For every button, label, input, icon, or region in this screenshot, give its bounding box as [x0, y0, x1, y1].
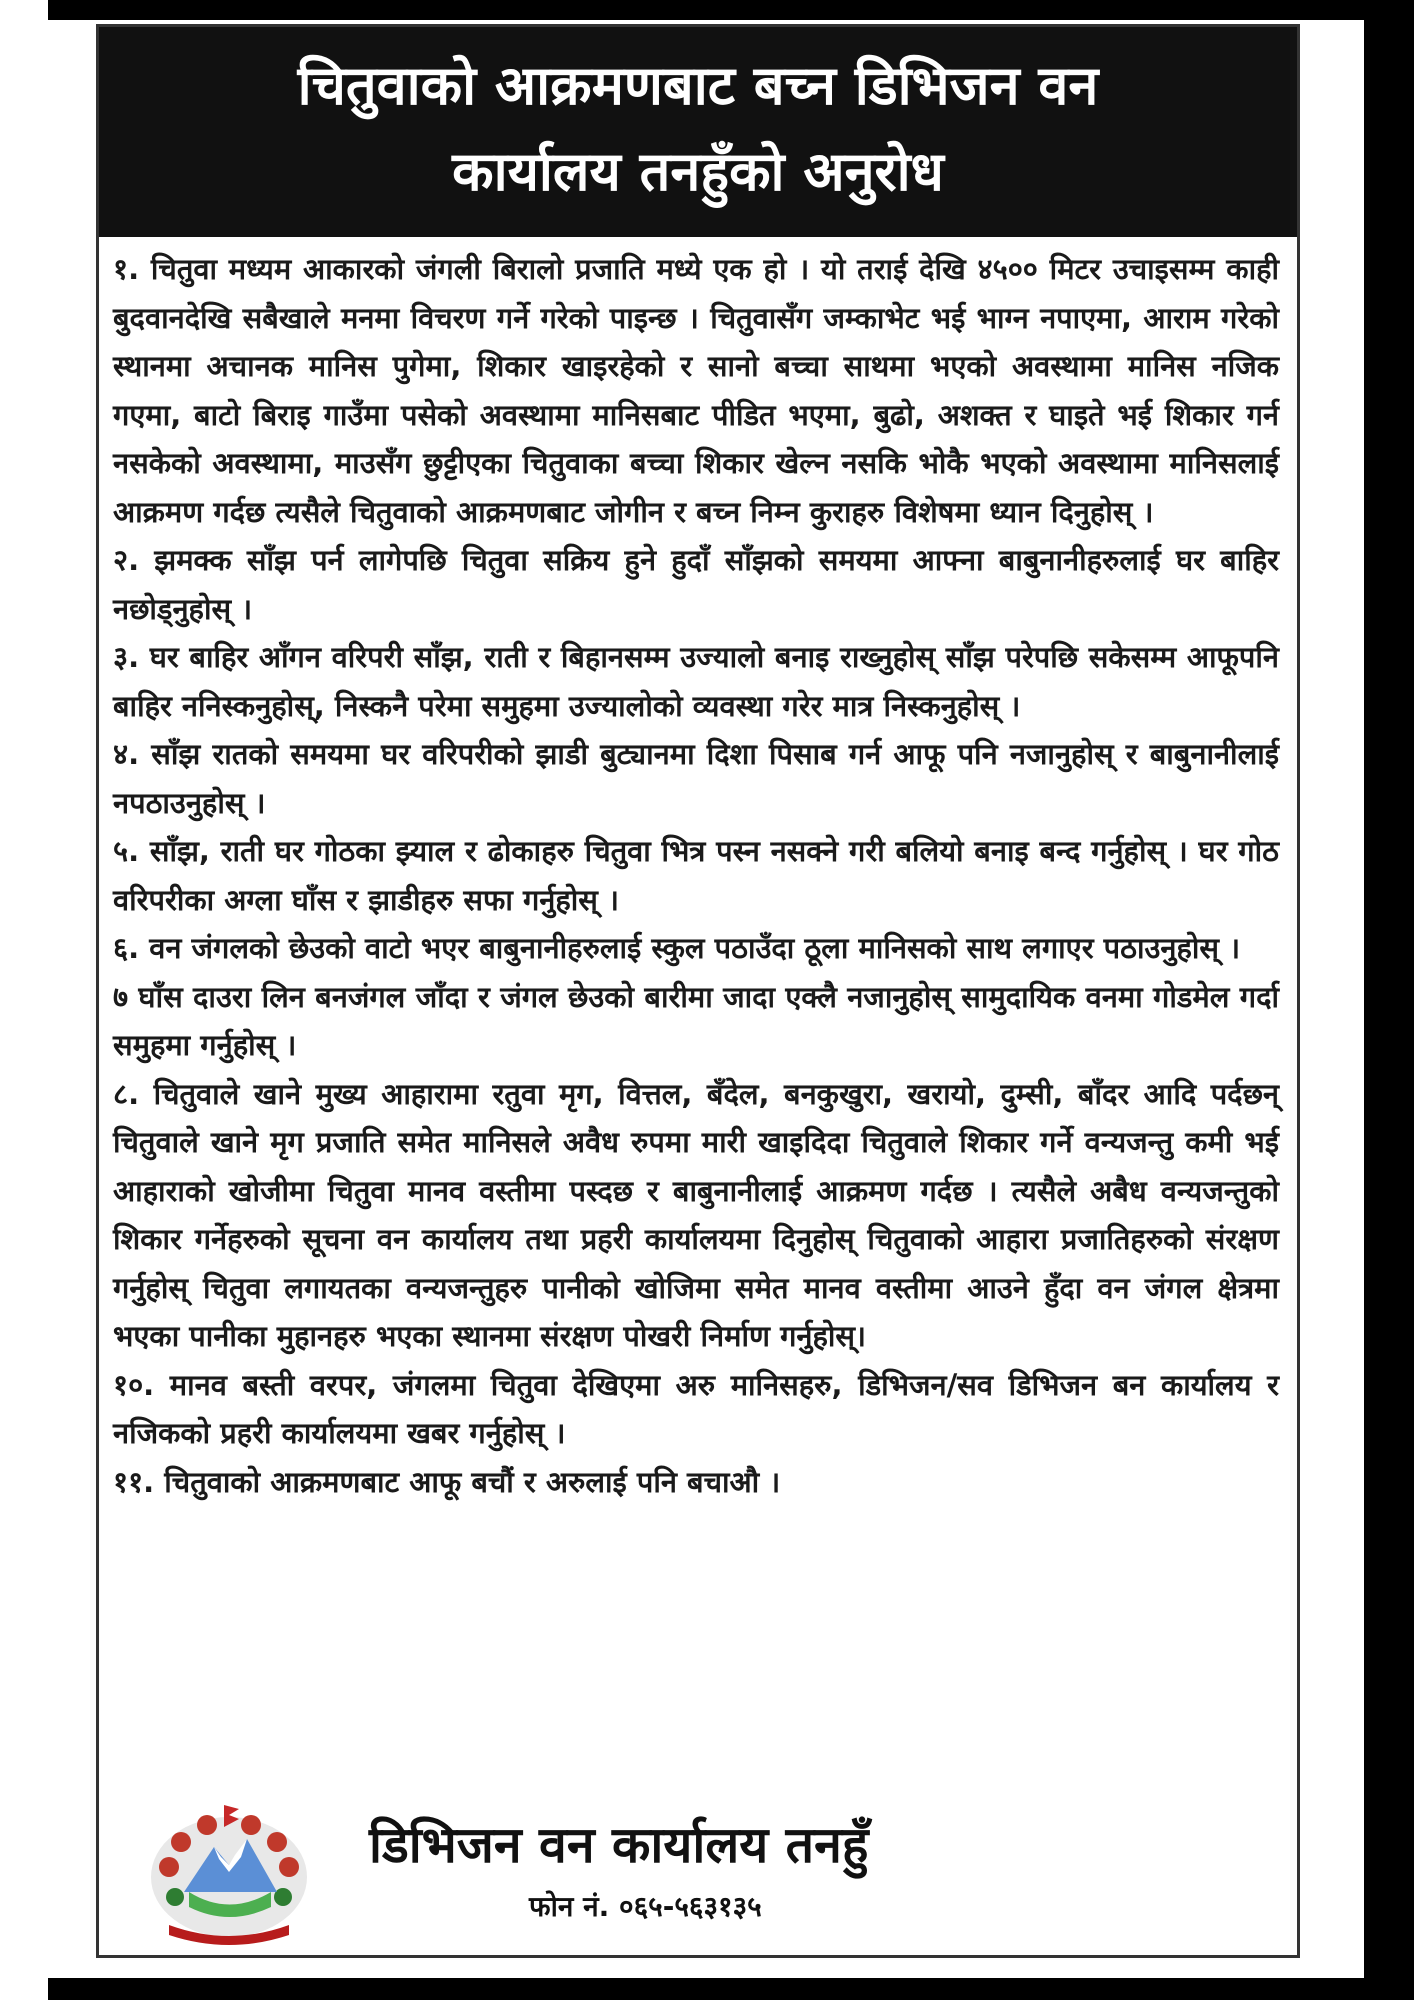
title-line-2: कार्यालय तनहुँको अनुरोध [452, 140, 944, 203]
paragraph-11: ११. चितुवाको आक्रमणबाट आफू बचौं र अरुलाई पनि बचाऔ । [113, 1464, 781, 1499]
paragraph-7: ७ घाँस दाउरा लिन बनजंगल जाँदा र जंगल छेउको बारीमा जादा एक्लै नजानुहोस् सामुदायिक वनमा गोडमेल गर्दा समुहमा गर्नुहोस् । [113, 979, 1279, 1062]
paragraph-8: ८. चितुवाले खाने मुख्य आहारामा रतुवा मृग, वित्तल, बँदेल, बनकुखुरा, खरायो, दुम्सी, बाँदर आदि पर्दछन् चितुवाले खाने मृग प्रजाति समेत मानिसले अवैध रुपमा मारी खाइदिदा चितुवाले शिकार गर्ने वन्यजन्तु कमी भई आहाराको खोजीमा चितुवा मानव वस्तीमा पस्दछ र बाबुनानीलाई आक्रमण गर्दछ । त्यसैले अबैध वन्यजन्तुको शिकार गर्नेहरुको सूचना वन कार्यालय तथा प्रहरी कार्यालयमा दिनुहोस् चितुवाको आहारा प्रजातिहरुको संरक्षण गर्नुहोस् चितुवा लगायतका वन्यजन्तुहरु पानीको खोजिमा समेत मानव वस्तीमा आउने हुँदा वन जंगल क्षेत्रमा भएका पानीका मुहानहरु भएका स्थानमा संरक्षण पोखरी निर्माण गर्नुहोस्। [113, 1076, 1279, 1353]
paragraph-10: १०. मानव बस्ती वरपर, जंगलमा चितुवा देखिएमा अरु मानिसहरु, डिभिजन/सव डिभिजन बन कार्यालय र नजिकको प्रहरी कार्यालयमा खबर गर्नुहोस् । [113, 1367, 1279, 1450]
notice-body [99, 237, 1297, 1506]
office-phone: फोन नं. ०६५-५६३१३५ [529, 1890, 762, 1923]
scan-margin [0, 0, 48, 2000]
notice-title [99, 27, 1297, 237]
paragraph-3: ३. घर बाहिर आँगन वरिपरी साँझ, राती र बिहानसम्म उज्यालो बनाइ राख्नुहोस् साँझ परेपछि सकेसम्म आफूपनि बाहिर ननिस्कनुहोस्, निस्कनै परेमा समुहमा उज्यालोको व्यवस्था गरेर मात्र निस्कनुहोस् । [113, 640, 1279, 723]
paragraph-2: २. झमक्क साँझ पर्न लागेपछि चितुवा सक्रिय हुने हुदाँ साँझको समयमा आफ्ना बाबुनानीहरुलाई घर बाहिर नछोड्नुहोस् । [113, 543, 1279, 626]
title-line-1: चितुवाको आक्रमणबाट बच्न डिभिजन वन [297, 54, 1099, 117]
paragraph-1: १. चितुवा मध्यम आकारको जंगली बिरालो प्रजाति मध्ये एक हो । यो तराई देखि ४५०० मिटर उचाइसम्म काही बुदवानदेखि सबैखाले मनमा विचरण गर्ने गरेको पाइन्छ । चितुवासँग जम्काभेट भई भाग्न नपाएमा, आराम गरेको स्थानमा अचानक मानिस पुगेमा, शिकार खाइरहेको र सानो बच्चा साथमा भएको अवस्थामा मानिस नजिक गएमा, बाटो बिराइ गाउँमा पसेको अवस्थामा मानिसबाट पीडित भएमा, बुढो, अशक्त र घाइते भई शिकार गर्न नसकेको अवस्थामा, माउसँग छुट्टीएका चितुवाका बच्चा शिकार खेल्न नसकि भोकै भएको अवस्थामा मानिसलाई आक्रमण गर्दछ त्यसैले चितुवाको आक्रमणबाट जोगीन र बच्न निम्न कुराहरु विशेषमा ध्यान दिनुहोस् । [113, 252, 1279, 529]
notice-footer [99, 1797, 1297, 1937]
paragraph-4: ४. साँझ रातको समयमा घर वरिपरीको झाडी बुट्यानमा दिशा पिसाब गर्न आफू पनि नजानुहोस् र बाबुनानीलाई नपठाउनुहोस् । [113, 737, 1279, 820]
notice-panel [96, 24, 1300, 1958]
paragraph-6: ६. वन जंगलको छेउको वाटो भएर बाबुनानीहरुलाई स्कुल पठाउँदा ठूला मानिसको साथ लगाएर पठाउनुहोस् । [113, 931, 1241, 965]
paragraph-5: ५. साँझ, राती घर गोठका झ्याल र ढोकाहरु चितुवा भित्र पस्न नसक्ने गरी बलियो बनाइ बन्द गर्नुहोस् । घर गोठ वरिपरीका अग्ला घाँस र झाडीहरु सफा गर्नुहोस् । [113, 834, 1279, 917]
office-name: डिभिजन वन कार्यालय तनहुँ [369, 1816, 869, 1874]
nepal-government-emblem-icon [129, 1797, 329, 1947]
